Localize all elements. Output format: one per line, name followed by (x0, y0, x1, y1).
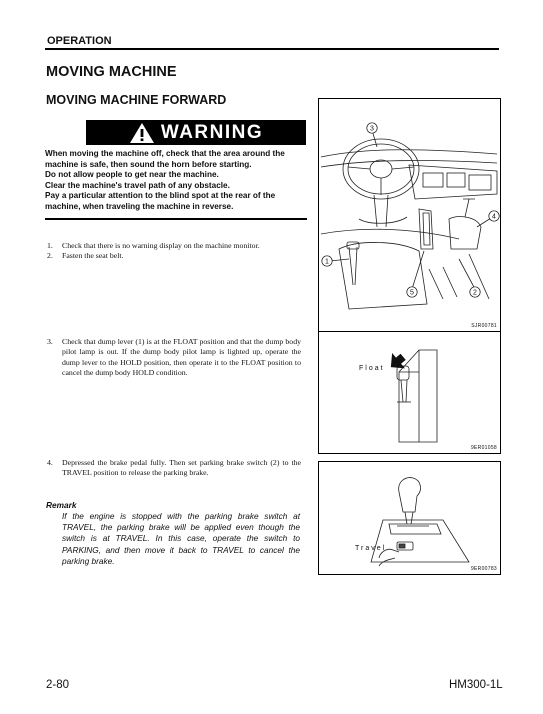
warning-triangle-icon (129, 122, 155, 144)
step-number: 2. (47, 251, 53, 260)
page-subtitle: MOVING MACHINE FORWARD (46, 93, 227, 107)
step-4 (47, 458, 301, 479)
travel-label: Travel (355, 545, 387, 552)
warning-line: When moving the machine off, check that the area around the machine is safe, then sound the horn before starting. (45, 149, 285, 169)
warning-text (45, 149, 307, 213)
figure-dump-lever (318, 331, 501, 454)
step-number: 3. (47, 337, 53, 346)
parking-brake-illustration (319, 462, 500, 574)
page-number: 2-80 (46, 679, 70, 691)
step-number: 4. (47, 458, 53, 467)
step-3 (47, 337, 301, 379)
dump-lever-illustration (319, 332, 500, 453)
warning-line: Clear the machine's travel path of any obstacle. (45, 180, 230, 190)
warning-line: Do not allow people to get near the machine. (45, 170, 219, 180)
figure-parking-brake (318, 461, 501, 575)
callout-label: 3 (370, 125, 374, 133)
cab-interior-illustration (319, 99, 500, 331)
warning-label: WARNING (160, 121, 264, 143)
model-name: HM300-1L (449, 679, 503, 691)
callout-label: 5 (410, 289, 414, 297)
warning-rule (45, 218, 307, 220)
step-text: Check that there is no warning display on the machine monitor. (62, 241, 260, 250)
figure-cab-interior (318, 98, 501, 332)
callout-label: 1 (325, 258, 329, 266)
float-label: Float (359, 365, 385, 372)
figure-code: 9ER00783 (470, 566, 497, 572)
warning-line: Pay a particular attention to the blind spot at the rear of the machine, when traveling the machine in reverse. (45, 191, 276, 211)
step-text: Depressed the brake pedal fully. Then set parking brake switch (2) to the TRAVEL position to release the parking brake. (62, 458, 301, 478)
step-text: Fasten the seat belt. (62, 251, 124, 260)
callout-label: 4 (492, 213, 496, 221)
warning-banner (86, 120, 306, 145)
section-header: OPERATION (47, 35, 112, 47)
step-number: 1. (47, 241, 53, 250)
header-rule (45, 48, 499, 50)
figure-code: 9ER01058 (470, 445, 497, 451)
step-1 (47, 241, 301, 251)
step-2 (47, 251, 301, 261)
callout-label: 2 (473, 289, 477, 297)
step-text: Check that dump lever (1) is at the FLOAT position and that the dump body pilot lamp is out. If the dump body pilot lamp is lighted up, operate the dump lever to the HOLD position, then operate it to the FLOAT position to cancel the dump body HOLD condition. (62, 337, 301, 378)
remark-heading: Remark (46, 500, 77, 510)
page-title: MOVING MACHINE (46, 64, 177, 80)
figure-code: SJR00781 (471, 323, 497, 329)
remark-text: If the engine is stopped with the parking brake switch at TRAVEL, the parking brake will be applied even though the switch is at TRAVEL. In this case, operate the switch to PARKING, and then move it back to TRAVEL to cancel the parking brake. (62, 511, 300, 566)
